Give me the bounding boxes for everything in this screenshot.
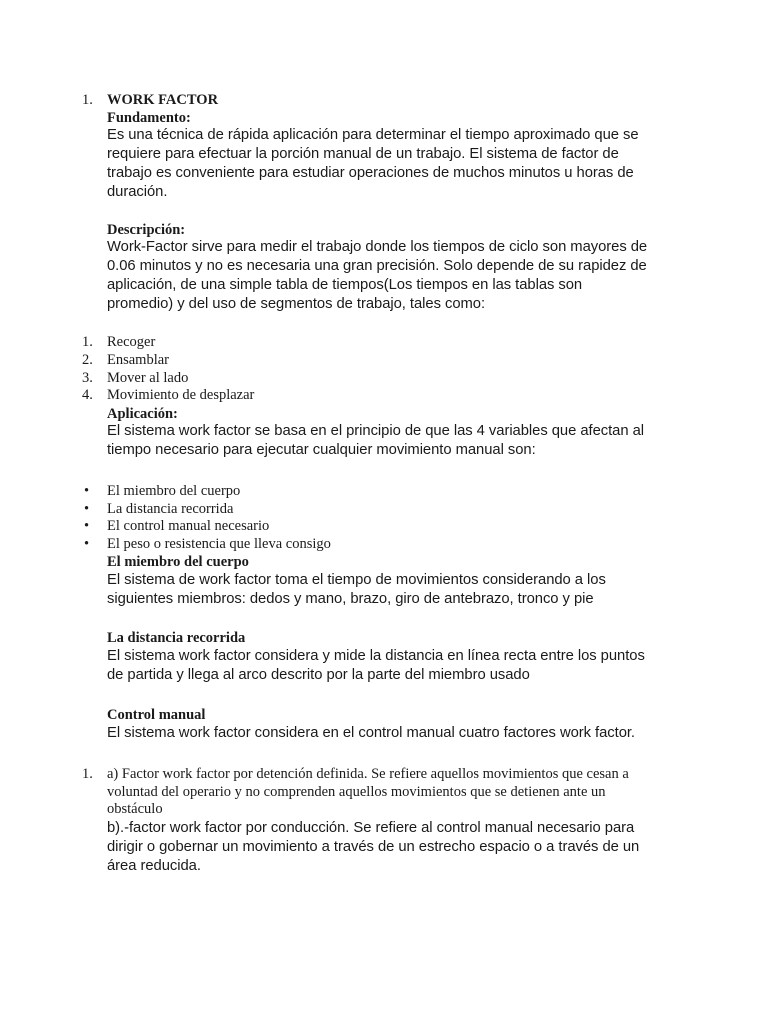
descripcion-heading: Descripción: — [107, 222, 186, 238]
list-number: 4. — [82, 387, 93, 403]
list-item: La distancia recorrida — [107, 501, 234, 517]
distancia-heading: La distancia recorrida — [107, 630, 246, 646]
list-item: El control manual necesario — [107, 518, 270, 534]
list-number: 1. — [82, 334, 93, 350]
paragraph-line: b).-factor work factor por conducción. Se refiere al control manual necesario para — [107, 820, 635, 836]
paragraph-line: 0.06 minutos y no es necesaria una gran precisión. Solo depende de su rapidez de — [107, 258, 647, 274]
aplicacion-heading: Aplicación: — [107, 406, 178, 422]
list-item: El miembro del cuerpo — [107, 483, 241, 499]
paragraph-line: Es una técnica de rápida aplicación para determinar el tiempo aproximado que se — [107, 127, 639, 143]
paragraph-line: requiere para efectuar la porción manual de un trabajo. El sistema de factor de — [107, 146, 619, 162]
paragraph-line: obstáculo — [107, 801, 163, 817]
list-number: 2. — [82, 352, 93, 368]
paragraph-line: El sistema work factor considera en el control manual cuatro factores work factor. — [107, 725, 635, 741]
paragraph-line: duración. — [107, 184, 168, 200]
bullet-marker: • — [84, 483, 90, 499]
list-number: 1. — [82, 766, 93, 782]
paragraph-line: siguientes miembros: dedos y mano, brazo, giro de antebrazo, tronco y pie — [107, 591, 594, 607]
paragraph-line: El sistema de work factor toma el tiempo de movimientos considerando a los — [107, 572, 606, 588]
paragraph-line: trabajo es conveniente para estudiar operaciones de muchos minutos u horas de — [107, 165, 634, 181]
section-title: WORK FACTOR — [107, 92, 219, 108]
bullet-marker: • — [84, 501, 90, 517]
miembro-paragraph — [107, 571, 667, 609]
paragraph-line: El sistema work factor se basa en el principio de que las 4 variables que afectan al — [107, 423, 645, 439]
paragraph-line: tiempo necesario para ejecutar cualquier movimiento manual son: — [107, 442, 536, 458]
paragraph-line: El sistema work factor considera y mide la distancia en línea recta entre los puntos — [107, 648, 645, 664]
descripcion-paragraph — [107, 238, 667, 314]
list-item: Mover al lado — [107, 370, 189, 386]
paragraph-line: promedio) y del uso de segmentos de trabajo, tales como: — [107, 296, 486, 312]
list-item: Ensamblar — [107, 352, 170, 368]
control-heading: Control manual — [107, 707, 206, 723]
bullet-marker: • — [84, 536, 90, 552]
list-item: Recoger — [107, 334, 156, 350]
aplicacion-paragraph — [107, 422, 667, 460]
paragraph-line: aplicación, de una simple tabla de tiempos(Los tiempos en las tablas son — [107, 277, 583, 293]
control-paragraph — [107, 724, 667, 743]
list-number: 3. — [82, 370, 93, 386]
fundamento-paragraph — [107, 126, 667, 202]
paragraph-line: Work-Factor sirve para medir el trabajo donde los tiempos de ciclo son mayores de — [107, 239, 648, 255]
distancia-paragraph — [107, 647, 667, 685]
factor-b-paragraph — [107, 819, 667, 876]
bullet-marker: • — [84, 518, 90, 534]
paragraph-line: dirigir o gobernar un movimiento a través de un estrecho espacio o a través de un — [107, 839, 640, 855]
list-item: Movimiento de desplazar — [107, 387, 255, 403]
list-item: El peso o resistencia que lleva consigo — [107, 536, 331, 552]
factor-a-paragraph — [107, 766, 667, 819]
paragraph-line: voluntad del operario y no comprenden aquellos movimientos que se detienen ante un — [107, 783, 606, 800]
paragraph-line: de partida y llega al arco descrito por la parte del miembro usado — [107, 667, 530, 683]
paragraph-line: a) Factor work factor por detención definida. Se refiere aquellos movimientos que cesan a — [107, 766, 629, 782]
miembro-heading: El miembro del cuerpo — [107, 554, 249, 570]
fundamento-heading: Fundamento: — [107, 110, 191, 126]
list-number: 1. — [82, 92, 93, 108]
paragraph-line: área reducida. — [107, 858, 201, 874]
